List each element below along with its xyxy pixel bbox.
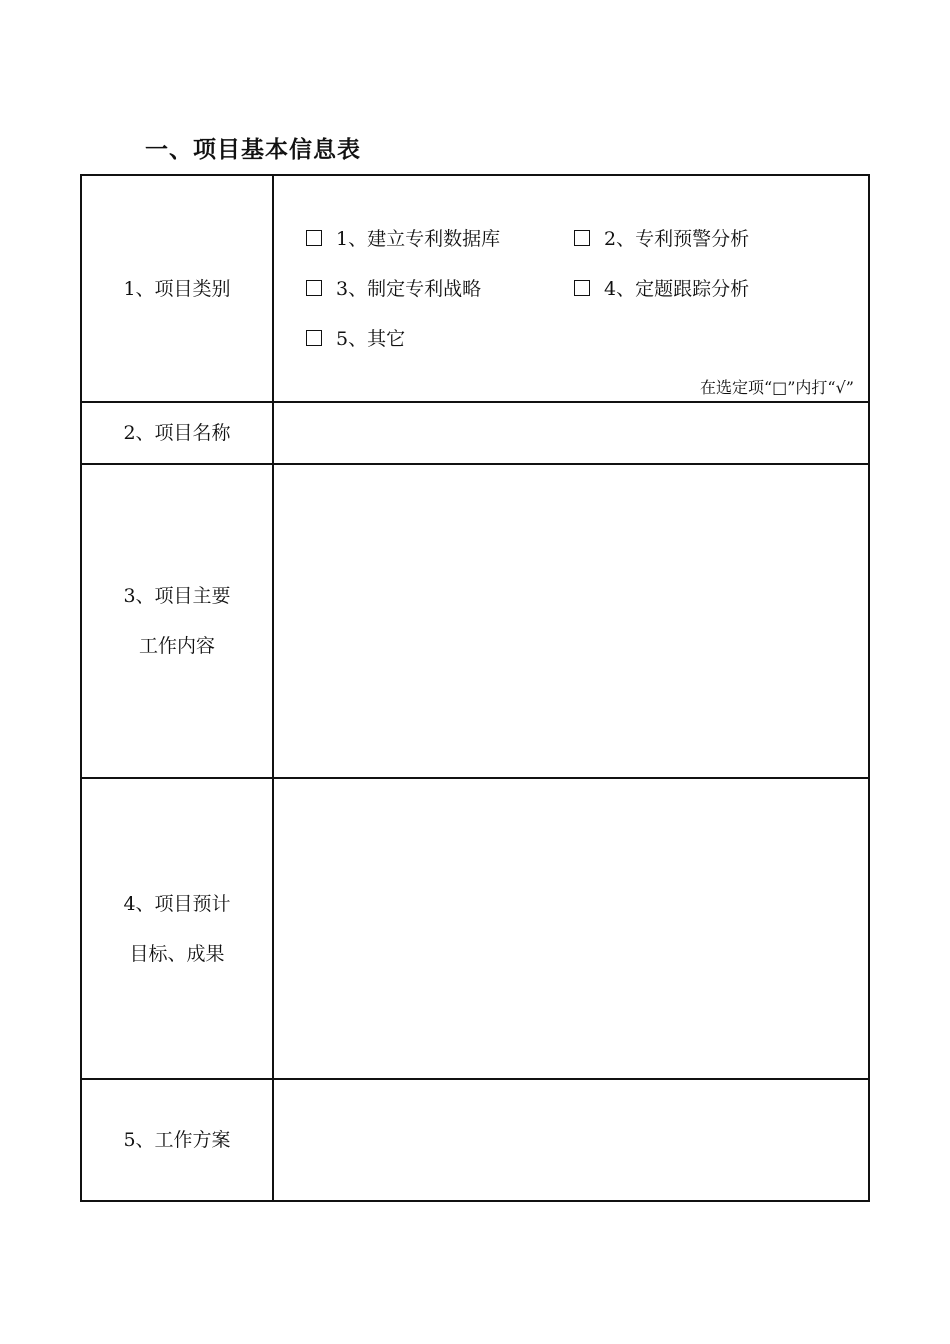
table-row-category <box>81 175 869 402</box>
main-work-field[interactable] <box>273 464 869 778</box>
label-expected-goals <box>81 778 273 1079</box>
checkbox-icon[interactable] <box>574 230 590 246</box>
table-row-work-plan <box>81 1079 869 1201</box>
option-label: 4、定题跟踪分析 <box>604 278 750 300</box>
table-row-project-name <box>81 402 869 464</box>
table-row-expected-goals <box>81 778 869 1079</box>
project-name-field[interactable] <box>273 402 869 464</box>
label-text: 5、工作方案 <box>123 1129 231 1151</box>
selection-instruction-note: 在选定项“□”内打“√” <box>699 378 854 397</box>
option-patent-strategy[interactable] <box>306 276 481 302</box>
option-build-patent-database[interactable] <box>306 226 500 252</box>
label-text: 1、项目类别 <box>123 277 231 300</box>
option-other[interactable] <box>306 326 405 352</box>
category-options-cell <box>273 175 869 402</box>
label-text: 4、项目预计 <box>123 892 231 915</box>
option-topic-tracking[interactable] <box>574 276 749 302</box>
label-project-category <box>81 175 273 402</box>
option-label: 1、建立专利数据库 <box>336 228 501 250</box>
label-main-work <box>81 464 273 778</box>
page-title: 一、项目基本信息表 <box>145 137 361 163</box>
option-patent-early-warning[interactable] <box>574 226 749 252</box>
label-work-plan <box>81 1079 273 1201</box>
option-label: 3、制定专利战略 <box>336 278 482 300</box>
checkbox-icon[interactable] <box>306 230 322 246</box>
option-label: 2、专利预警分析 <box>604 228 750 250</box>
label-text: 目标、成果 <box>129 942 225 965</box>
checkbox-icon[interactable] <box>306 330 322 346</box>
checkbox-icon[interactable] <box>574 280 590 296</box>
label-text: 工作内容 <box>138 635 215 657</box>
expected-goals-field[interactable] <box>273 778 869 1079</box>
table-row-main-work <box>81 464 869 778</box>
label-text: 2、项目名称 <box>123 422 231 444</box>
project-info-table <box>80 174 870 1202</box>
checkbox-icon[interactable] <box>306 280 322 296</box>
work-plan-field[interactable] <box>273 1079 869 1201</box>
label-project-name <box>81 402 273 464</box>
option-label: 5、其它 <box>336 328 406 350</box>
label-text: 3、项目主要 <box>123 585 231 607</box>
